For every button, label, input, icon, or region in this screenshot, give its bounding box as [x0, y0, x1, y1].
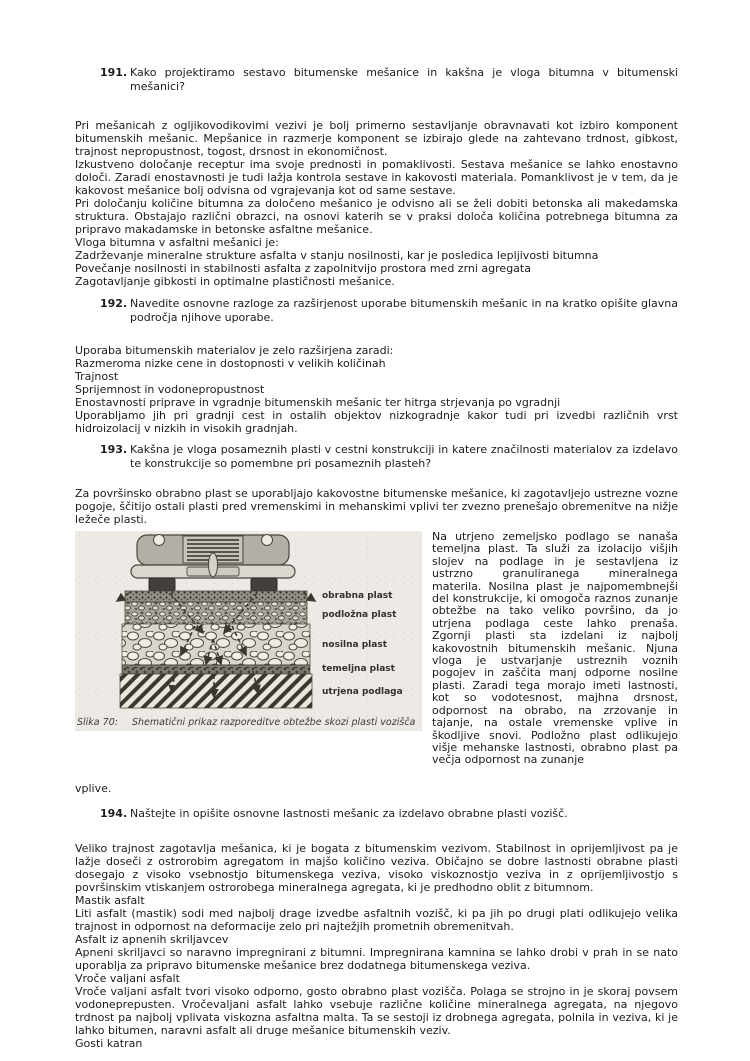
base-course-layer [122, 624, 310, 665]
question-heading-191 [75, 66, 678, 94]
answer-194 [75, 842, 678, 1050]
answer-paragraph: Uporaba bitumenskih materialov je zelo razširjena zaradi: [75, 344, 394, 357]
layer-label-base-course: nosilna plast [322, 640, 387, 650]
layer-label-wearing-course: obrabna plast [322, 591, 393, 601]
answer-paragraph: Pri določanju količine bitumna za določeno mešanico je odvisno ali se želi dobiti betonska ali makedamska struktura. Obstajajo različni obrazci, na osnovi katerih se v praksi določa količina potrebnega bitumna za pripravo makadamske in betonske asfaltne mešanice. [75, 197, 678, 236]
question-text: Navedite osnovne razloge za razširjenost uporabe bitumenskih mešanic in na kratko opišite glavna področja njihove uporabe. [130, 297, 678, 324]
question-number: 193. [100, 443, 128, 456]
answer-paragraph: Sprijemnost in vodonepropustnost [75, 383, 265, 396]
question-number: 192. [100, 297, 128, 310]
answer-paragraph: Izkustveno določanje receptur ima svoje prednosti in pomaklivosti. Sestava mešanice se lahko enostavno določi. Zaradi enostavnosti je tudi lažja kontrola sestave in kakovosti materiala. Pomanklivost je v tem, da je kakovost mešanice bolj odvisna od vgrajevanja kot od same sestave. [75, 158, 678, 197]
figure-block [75, 531, 422, 767]
question-heading-194 [75, 807, 678, 821]
road-cross-section-illustration [75, 531, 420, 711]
car-illustration [131, 535, 295, 592]
answer-paragraph: Enostavnosti priprave in vgradnje bitumenskih mešanic ter hitrga strjevanja po vgradnji [75, 396, 561, 409]
answer-193 [75, 487, 678, 795]
answer-paragraph: Razmeroma nizke cene in dostopnosti v velikih količinah [75, 357, 386, 370]
answer-193-side-text: Na utrjeno zemeljsko podlago se nanaša temeljna plast. Ta služi za izolacijo višjih slojev na podlage in je sestavljena iz ustrzno granuliranega mineralnega materila. Nosilna plast je najpomembnejši del konstrukcije, ki omogoča raznos zunanje obtežbe na tako veliko površino, da jo utrjena podlaga ceste lahko prenaša. Zgornji plasti sta izdelani iz najbolj kakovostnih bitumenskih mešanic. Njuna vloga je ustvarjanje ustreznih voznih pogojev in zaščita manj odporne nosilne plasti. Zaradi tega morajo imeti lastnosti, kot so vodotesnost, majhna drsnost, odpornost na obrabo, na zrzovanje in tajanje, na ostale vremenske vplive in škodljive snovi. Podložno plast odlikujejo višje mehanske lastnosti, obrabno plast pa večja odpornost na zunanje [432, 530, 678, 767]
answer-paragraph: Trajnost [75, 370, 119, 383]
figure-caption [77, 717, 415, 728]
wearing-course-layer [125, 591, 307, 602]
answer-paragraph: Uporabljamo jih pri gradnji cest in ostalih objektov nizkogradnje kakor tudi pri izvedbi različnih vrst hidroizolacij v nizkih in visokih gradnjah. [75, 409, 678, 435]
figure-caption-text: Shematični prikaz razporeditve obtežbe skozi plasti vozišča [131, 717, 416, 728]
answer-paragraph: Za površinsko obrabno plast se uporabljajo kakovostne bitumenske mešanice, ki zagotavljejo ustrezne vozne pogoje, ščitijo ostali plasti pred vremenskimi in mehanskimi vplivi ter zvezno prenešajo obremenitve na nižje ležeče plasti. [75, 487, 678, 526]
answer-paragraph: Povečanje nosilnosti in stabilnosti asfalta z zapolnitvijo prostora med zrni agregata [75, 262, 531, 275]
question-text: Kakšna je vloga posameznih plasti v cestni konstrukciji in katere značilnosti materialov za izdelavo te konstrukcije so pomembne pri posameznih plasteh? [130, 443, 678, 470]
answer-paragraph: Vroče valjani asfalt tvori visoko odporno, gosto obrabno plast vozišča. Polaga se strojno in je skoraj povsem vodoneprepusten. Vročevaljani asfalt lahko vsebuje različne količine mineralnega agregata, na njegovo trdnost pa najbolj vplivata viskozna asfaltna malta. Ta se sestoji iz drobnega agregata, polnila in veziva, ki je lahko bitumen, naravni asfalt ali druge mešanice bitumenskih veziv. [75, 984, 678, 1037]
foundation-layer [122, 665, 310, 674]
answer-paragraph: Apneni skriljavci so naravno impregnirani z bitumni. Impregnirana kamnina se lahko drobi v prah in se nato uporablja za pripravo bitumenske mešanice brez dodatnega bitumenskega veziva. [75, 945, 678, 972]
answer-paragraph: Zagotavljanje gibkosti in optimalne plastičnosti mešanice. [75, 275, 395, 288]
answer-paragraph: Asfalt iz apnenih skriljavcev [75, 932, 229, 946]
answer-paragraph: Vroče valjani asfalt [75, 971, 180, 985]
question-heading-193 [75, 443, 678, 471]
question-text: Kako projektiramo sestavo bitumenske mešanice in kakšna je vloga bitumna v bitumenski mešanici? [130, 66, 678, 93]
answer-paragraph: Mastik asfalt [75, 893, 145, 907]
question-heading-192 [75, 297, 678, 325]
answer-paragraph: Gosti katran [75, 1036, 143, 1050]
answer-192 [75, 344, 678, 435]
layer-label-subgrade: utrjena podlaga [322, 687, 403, 697]
layer-label-foundation: temeljna plast [322, 664, 395, 674]
answer-paragraph: Zadrževanje mineralne strukture asfalta v stanju nosilnosti, kar je posledica lepljivosti bitumna [75, 249, 599, 262]
layer-label-binder-course: podložna plast [322, 610, 397, 620]
answer-paragraph: Vloga bitumna v asfaltni mešanici je: [75, 236, 279, 249]
question-number: 191. [100, 66, 128, 79]
question-text: Naštejte in opišite osnovne lastnosti mešanic za izdelavo obrabne plasti vozišč. [130, 806, 568, 820]
compacted-subgrade-layer [120, 674, 312, 708]
answer-paragraph: Pri mešanicah z ogljikovodikovimi vezivi je bolj primerno sestavljanje obravnavati kot izbiro komponent bitumenskih mešanic. Mepšanice in razmerje komponent se izbirajo glede na zahtevano trdnost, gibkost, trajnost nepropustnost, togost, drsnost in ekonomičnost. [75, 119, 678, 158]
figure-caption-label: Slika 70: [77, 717, 118, 728]
binder-course-layer [125, 602, 307, 624]
figure-and-text-row [75, 531, 678, 767]
answer-paragraph: Liti asfalt (mastik) sodi med najbolj drage izvedbe asfaltnih vozišč, ki pa jih po drugi plati odlikujejo velika trajnost in odpornost na deformacije zelo pri najtežjih prometnih obremenitvah. [75, 906, 678, 933]
answer-193-continuation: vplive. [75, 781, 112, 795]
road-layers-figure [75, 531, 422, 731]
answer-191 [75, 119, 678, 288]
answer-paragraph: Veliko trajnost zagotavlja mešanica, ki je bogata z bitumenskim vezivom. Stabilnost in oprijemljivost pa je lažje doseči z ostrorobim agregatom in majšo količino veziva. Običajno se dobre lastnosti obrabne plasti dosegajo z visoko vsebnostjo bitumenskega veziva, visoko viskoznostjo veziva in z oprijemljivostjo s površinskim vtiskanjem ostrorobega mineralnega agregata, ki je predhodno oblit z bitumnom. [75, 841, 678, 894]
question-number: 194. [100, 806, 128, 820]
